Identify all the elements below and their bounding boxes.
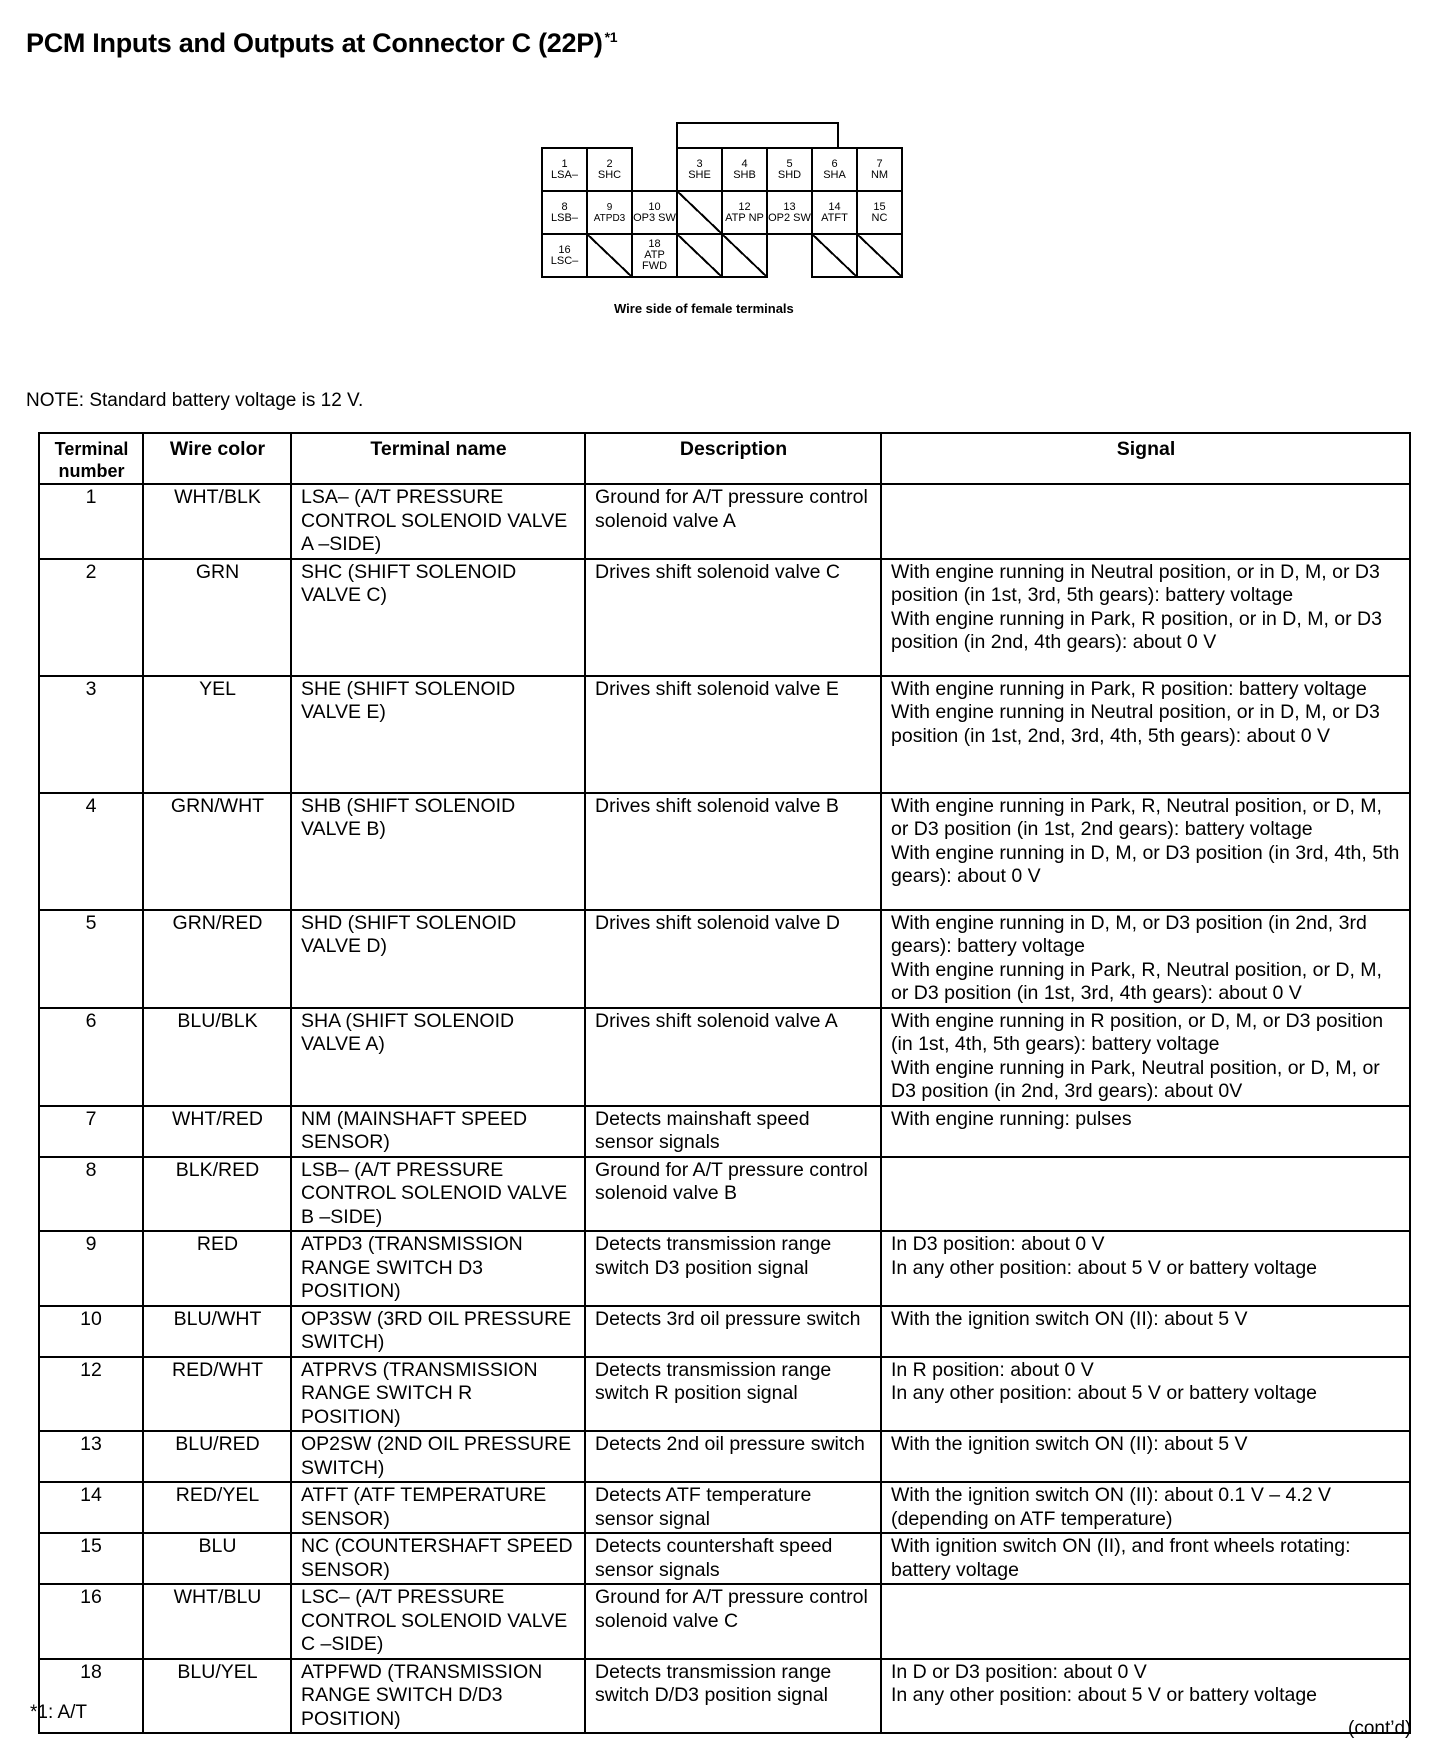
note: NOTE: Standard battery voltage is 12 V.: [26, 390, 364, 411]
signal-line: In any other position: about 5 V or battery voltage: [891, 1684, 1318, 1706]
cell-terminal-name: ATPD3 (TRANSMISSION RANGE SWITCH D3 POSITION): [291, 1231, 585, 1306]
cell-wire-color: RED/YEL: [143, 1482, 291, 1533]
signal-line: With engine running in Park, R, Neutral position, or D, M, or D3 position (in 1st, 3rd, 4th gears): about 0 V: [891, 958, 1382, 1004]
header-terminal-name: Terminal name: [291, 433, 585, 484]
table-row: [39, 1584, 1410, 1659]
cell-wire-color: BLU/RED: [143, 1431, 291, 1482]
pin-18: 18 ATP FWD: [632, 234, 677, 277]
pin-10: 10 OP3 SW: [632, 191, 677, 234]
page-title: PCM Inputs and Outputs at Connector C (22P) $^{*1}$: [26, 28, 618, 58]
cell-description: Detects transmission range switch D/D3 position signal: [585, 1659, 881, 1734]
cell-wire-color: RED/WHT: [143, 1357, 291, 1432]
signal-line: With the ignition switch ON (II): about 0.1 V – 4.2 V (depending on ATF temperature): [891, 1484, 1332, 1530]
cell-signal: [881, 484, 1410, 559]
pin-7: 7 NM: [857, 148, 902, 191]
pin-15: 15 NC: [857, 191, 902, 234]
signal-line: With the ignition switch ON (II): about 5 V: [891, 1433, 1248, 1455]
table-row: [39, 1231, 1410, 1306]
signal-line: With engine running in Park, R position, or in D, M, or D3 position (in 2nd, 4th gears): about 0 V: [891, 607, 1382, 653]
cell-wire-color: WHT/RED: [143, 1106, 291, 1157]
cell-wire-color: BLU/BLK: [143, 1008, 291, 1106]
cell-terminal-number: 18: [39, 1659, 143, 1734]
cell-description: Detects 2nd oil pressure switch: [585, 1431, 881, 1482]
cell-description: Drives shift solenoid valve E: [585, 676, 881, 793]
signal-line: In R position: about 0 V: [891, 1358, 1094, 1381]
cell-wire-color: BLK/RED: [143, 1157, 291, 1232]
cell-wire-color: BLU/YEL: [143, 1659, 291, 1734]
pin-19-unused: [677, 234, 722, 277]
pin-4: 4 SHB: [722, 148, 767, 191]
cell-signal: [881, 1231, 1410, 1306]
cell-terminal-number: 2: [39, 559, 143, 676]
pin-gap: [632, 148, 677, 191]
cell-description: Drives shift solenoid valve A: [585, 1008, 881, 1106]
signal-line: In D3 position: about 0 V: [891, 1233, 1105, 1255]
cell-description: Detects mainshaft speed sensor signals: [585, 1106, 881, 1157]
signal-line: With engine running in Park, Neutral position, or D, M, or D3 position (in 2nd, 3rd gears): about 0V: [891, 1056, 1380, 1102]
table-row: [39, 676, 1410, 793]
cell-terminal-name: OP2SW (2ND OIL PRESSURE SWITCH): [291, 1431, 585, 1482]
table-row: [39, 559, 1410, 676]
cell-wire-color: BLU: [143, 1533, 291, 1584]
signal-line: With engine running in Park, R, Neutral position, or D, M, or D3 position (in 1st, 2nd gears): battery voltage: [891, 794, 1382, 840]
pin-21-unused: [812, 234, 857, 277]
cell-terminal-name: ATPFWD (TRANSMISSION RANGE SWITCH D/D3 POSITION): [291, 1659, 585, 1734]
cell-description: Detects 3rd oil pressure switch: [585, 1306, 881, 1357]
cell-signal: [881, 1482, 1410, 1533]
cell-wire-color: WHT/BLU: [143, 1584, 291, 1659]
signal-line: With engine running: pulses: [891, 1107, 1132, 1130]
cell-terminal-number: 7: [39, 1106, 143, 1157]
cell-terminal-name: SHE (SHIFT SOLENOID VALVE E): [291, 676, 585, 793]
cell-terminal-name: NM (MAINSHAFT SPEED SENSOR): [291, 1106, 585, 1157]
signal-line: With engine running in Neutral position, or in D, M, or D3 position (in 1st, 2nd, 3rd, 4th, 5th gears): about 0 V: [891, 701, 1380, 747]
cell-description: Detects countershaft speed sensor signals: [585, 1533, 881, 1584]
signal-line: With engine running in R position, or D, M, or D3 position (in 1st, 4th, 5th gears): battery voltage: [891, 1009, 1384, 1055]
table-row: [39, 1306, 1410, 1357]
pin-16: 16 LSC–: [542, 234, 587, 277]
signal-line: With the ignition switch ON (II): about 5 V: [891, 1307, 1248, 1330]
signal-line: With engine running in D, M, or D3 position (in 3rd, 4th, 5th gears): about 0 V: [891, 841, 1400, 887]
table-row: [39, 1357, 1410, 1432]
cell-signal: [881, 793, 1410, 910]
cell-wire-color: BLU/WHT: [143, 1306, 291, 1357]
cell-description: Drives shift solenoid valve B: [585, 793, 881, 910]
cell-terminal-number: 6: [39, 1008, 143, 1106]
pin-1: 1 LSA–: [542, 148, 587, 191]
signal-line: With engine running in Park, R position: battery voltage: [891, 677, 1367, 700]
cell-signal: [881, 1106, 1410, 1157]
continued-label: (cont’d): [1348, 1718, 1412, 1739]
cell-description: Drives shift solenoid valve D: [585, 910, 881, 1008]
pin-9: 9 ATPD3: [587, 191, 632, 234]
cell-terminal-name: OP3SW (3RD OIL PRESSURE SWITCH): [291, 1306, 585, 1357]
cell-signal: [881, 1306, 1410, 1357]
terminal-table: [38, 432, 1411, 1734]
pin-17-unused: [587, 234, 632, 277]
cell-terminal-number: 15: [39, 1533, 143, 1584]
table-header-row: [39, 433, 1410, 484]
cell-signal: [881, 1357, 1410, 1432]
cell-description: Detects transmission range switch D3 position signal: [585, 1231, 881, 1306]
connector-caption: Wire side of female terminals: [614, 301, 794, 316]
cell-terminal-number: 12: [39, 1357, 143, 1432]
connector-diagram: [541, 147, 903, 278]
cell-signal: [881, 1008, 1410, 1106]
table-row: [39, 1659, 1410, 1734]
pin-14: 14 ATFT: [812, 191, 857, 234]
footnote: *1: A/T: [30, 1702, 88, 1723]
pin-3: 3 SHE: [677, 148, 722, 191]
table-row: [39, 1008, 1410, 1106]
cell-wire-color: YEL: [143, 676, 291, 793]
signal-line: In D or D3 position: about 0 V: [891, 1660, 1147, 1683]
cell-terminal-number: 3: [39, 676, 143, 793]
cell-description: Ground for A/T pressure control solenoid valve B: [585, 1157, 881, 1232]
table-row: [39, 1431, 1410, 1482]
cell-signal: [881, 910, 1410, 1008]
cell-wire-color: GRN/WHT: [143, 793, 291, 910]
cell-terminal-name: LSC– (A/T PRESSURE CONTROL SOLENOID VALVE C –SIDE): [291, 1584, 585, 1659]
cell-terminal-name: NC (COUNTERSHAFT SPEED SENSOR): [291, 1533, 585, 1584]
cell-description: Ground for A/T pressure control solenoid valve C: [585, 1584, 881, 1659]
cell-terminal-name: SHB (SHIFT SOLENOID VALVE B): [291, 793, 585, 910]
signal-line: With engine running in D, M, or D3 position (in 2nd, 3rd gears): battery voltage: [891, 911, 1367, 957]
table-row: [39, 793, 1410, 910]
connector-lock-tab: [676, 122, 839, 147]
cell-terminal-number: 5: [39, 910, 143, 1008]
cell-signal: [881, 1533, 1410, 1584]
pin-5: 5 SHD: [767, 148, 812, 191]
cell-terminal-number: 8: [39, 1157, 143, 1232]
signal-line: In any other position: about 5 V or battery voltage: [891, 1256, 1318, 1279]
cell-wire-color: RED: [143, 1231, 291, 1306]
pin-8: 8 LSB–: [542, 191, 587, 234]
header-wire-color: Wire color: [143, 433, 291, 484]
cell-signal: [881, 559, 1410, 676]
pin-20-unused: [722, 234, 767, 277]
cell-description: Drives shift solenoid valve C: [585, 559, 881, 676]
cell-terminal-number: 1: [39, 484, 143, 559]
pin-22-unused: [857, 234, 902, 277]
cell-terminal-name: SHA (SHIFT SOLENOID VALVE A): [291, 1008, 585, 1106]
cell-terminal-name: LSA– (A/T PRESSURE CONTROL SOLENOID VALVE A –SIDE): [291, 484, 585, 559]
pin-11-unused: [677, 191, 722, 234]
header-signal: Signal: [881, 433, 1410, 484]
pin-gap: [767, 234, 812, 277]
cell-terminal-number: 9: [39, 1231, 143, 1306]
cell-terminal-name: ATPRVS (TRANSMISSION RANGE SWITCH R POSITION): [291, 1357, 585, 1432]
cell-wire-color: GRN: [143, 559, 291, 676]
cell-description: Detects transmission range switch R position signal: [585, 1357, 881, 1432]
table-row: [39, 1533, 1410, 1584]
cell-signal: [881, 1431, 1410, 1482]
cell-signal: [881, 676, 1410, 793]
cell-terminal-number: 14: [39, 1482, 143, 1533]
pin-12: 12 ATP NP: [722, 191, 767, 234]
cell-terminal-name: LSB– (A/T PRESSURE CONTROL SOLENOID VALVE B –SIDE): [291, 1157, 585, 1232]
header-description: Description: [585, 433, 881, 484]
cell-wire-color: GRN/RED: [143, 910, 291, 1008]
signal-line: In any other position: about 5 V or battery voltage: [891, 1382, 1318, 1404]
cell-terminal-number: 16: [39, 1584, 143, 1659]
table-row: [39, 910, 1410, 1008]
cell-signal: [881, 1584, 1410, 1659]
table-row: [39, 484, 1410, 559]
cell-description: Ground for A/T pressure control solenoid valve A: [585, 484, 881, 559]
cell-terminal-name: SHC (SHIFT SOLENOID VALVE C): [291, 559, 585, 676]
table-row: [39, 1157, 1410, 1232]
table-row: [39, 1106, 1410, 1157]
pin-2: 2 SHC: [587, 148, 632, 191]
pin-13: 13 OP2 SW: [767, 191, 812, 234]
signal-line: With engine running in Neutral position, or in D, M, or D3 position (in 1st, 3rd, 5th gears): battery voltage: [891, 560, 1380, 606]
cell-terminal-name: ATFT (ATF TEMPERATURE SENSOR): [291, 1482, 585, 1533]
cell-terminal-name: SHD (SHIFT SOLENOID VALVE D): [291, 910, 585, 1008]
cell-terminal-number: 13: [39, 1431, 143, 1482]
table-row: [39, 1482, 1410, 1533]
cell-signal: [881, 1157, 1410, 1232]
cell-description: Detects ATF temperature sensor signal: [585, 1482, 881, 1533]
cell-terminal-number: 4: [39, 793, 143, 910]
cell-signal: [881, 1659, 1410, 1734]
signal-line: With ignition switch ON (II), and front wheels rotating: battery voltage: [891, 1535, 1351, 1581]
header-terminal-number: Terminal number: [39, 433, 143, 484]
cell-wire-color: WHT/BLK: [143, 484, 291, 559]
cell-terminal-number: 10: [39, 1306, 143, 1357]
pin-6: 6 SHA: [812, 148, 857, 191]
